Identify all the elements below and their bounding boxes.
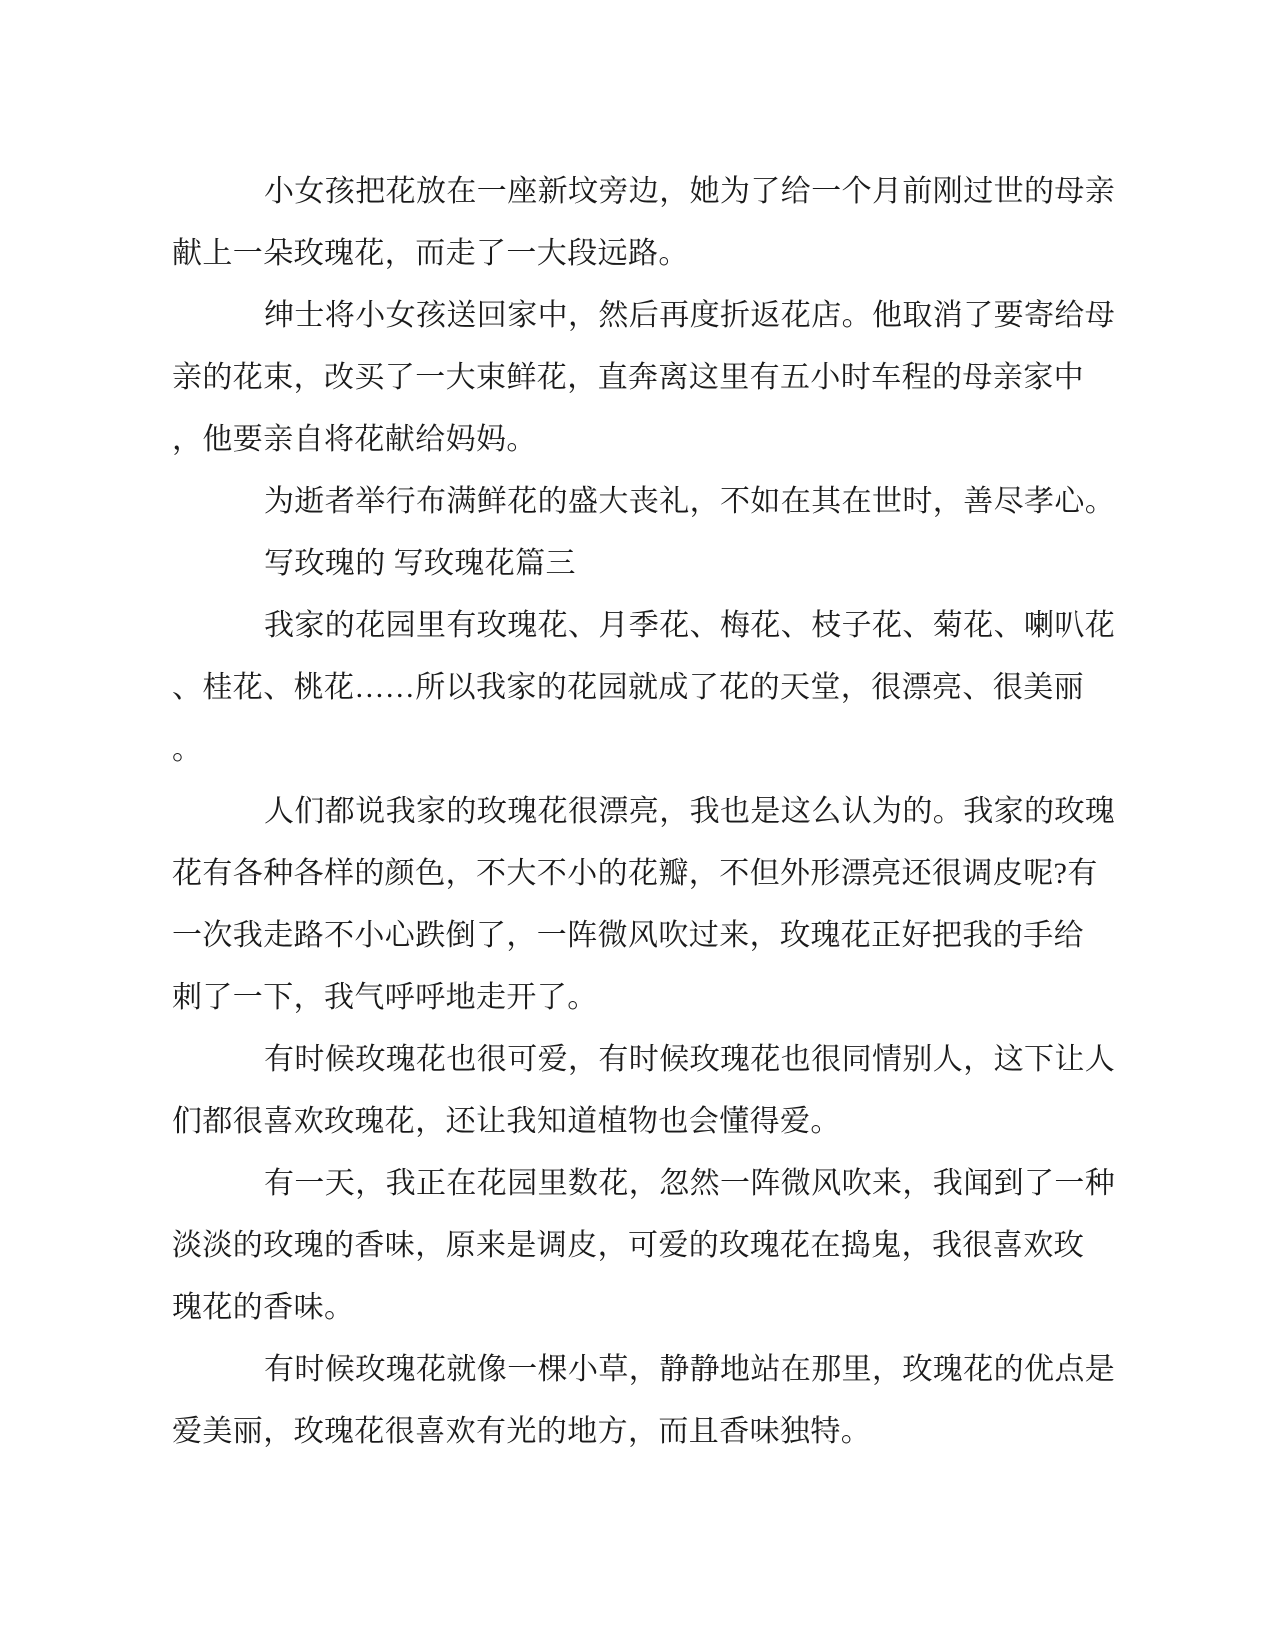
text-line: 、桂花、桃花……所以我家的花园就成了花的天堂，很漂亮、很美丽 [172,671,1084,704]
text-line: 一次我走路不小心跌倒了，一阵微风吹过来，玫瑰花正好把我的手给 [172,919,1084,952]
paragraph [172,781,1137,1029]
text-line: 淡淡的玫瑰的香味，原来是调皮，可爱的玫瑰花在捣鬼，我很喜欢玫 [172,1229,1084,1262]
text-line: 为逝者举行布满鲜花的盛大丧礼，不如在其在世时，善尽孝心。 [264,485,1116,518]
paragraph [172,161,1137,285]
text-line: 有时候玫瑰花就像一棵小草，静静地站在那里，玫瑰花的优点是 [264,1353,1116,1386]
text-line: ，他要亲自将花献给妈妈。 [172,423,537,456]
paragraph [172,595,1137,781]
text-line: 人们都说我家的玫瑰花很漂亮，我也是这么认为的。我家的玫瑰 [264,795,1116,828]
text-line: 们都很喜欢玫瑰花，还让我知道植物也会懂得爱。 [172,1105,841,1138]
text-line: 花有各种各样的颜色，不大不小的花瓣，不但外形漂亮还很调皮呢?有 [172,857,1098,890]
text-line: 有时候玫瑰花也很可爱，有时候玫瑰花也很同情别人，这下让人 [264,1043,1116,1076]
text-line: 。 [172,733,203,766]
essay-text-block [172,161,1137,1463]
text-line: 写玫瑰的 写玫瑰花篇三 [264,547,576,580]
text-line: 刺了一下，我气呼呼地走开了。 [172,981,598,1014]
paragraph [172,1339,1137,1463]
text-line: 亲的花束，改买了一大束鲜花，直奔离这里有五小时车程的母亲家中 [172,361,1084,394]
text-line: 有一天，我正在花园里数花，忽然一阵微风吹来，我闻到了一种 [264,1167,1116,1200]
text-line: 小女孩把花放在一座新坟旁边，她为了给一个月前刚过世的母亲 [264,175,1116,208]
paragraph [172,533,1137,595]
text-line: 绅士将小女孩送回家中，然后再度折返花店。他取消了要寄给母 [264,299,1116,332]
paragraph [172,285,1137,471]
text-line: 瑰花的香味。 [172,1291,355,1324]
paragraph [172,471,1137,533]
text-line: 爱美丽，玫瑰花很喜欢有光的地方，而且香味独特。 [172,1415,872,1448]
paragraph [172,1153,1137,1339]
text-line: 我家的花园里有玫瑰花、月季花、梅花、枝子花、菊花、喇叭花 [264,609,1116,642]
text-line: 献上一朵玫瑰花，而走了一大段远路。 [172,237,689,270]
paragraph [172,1029,1137,1153]
